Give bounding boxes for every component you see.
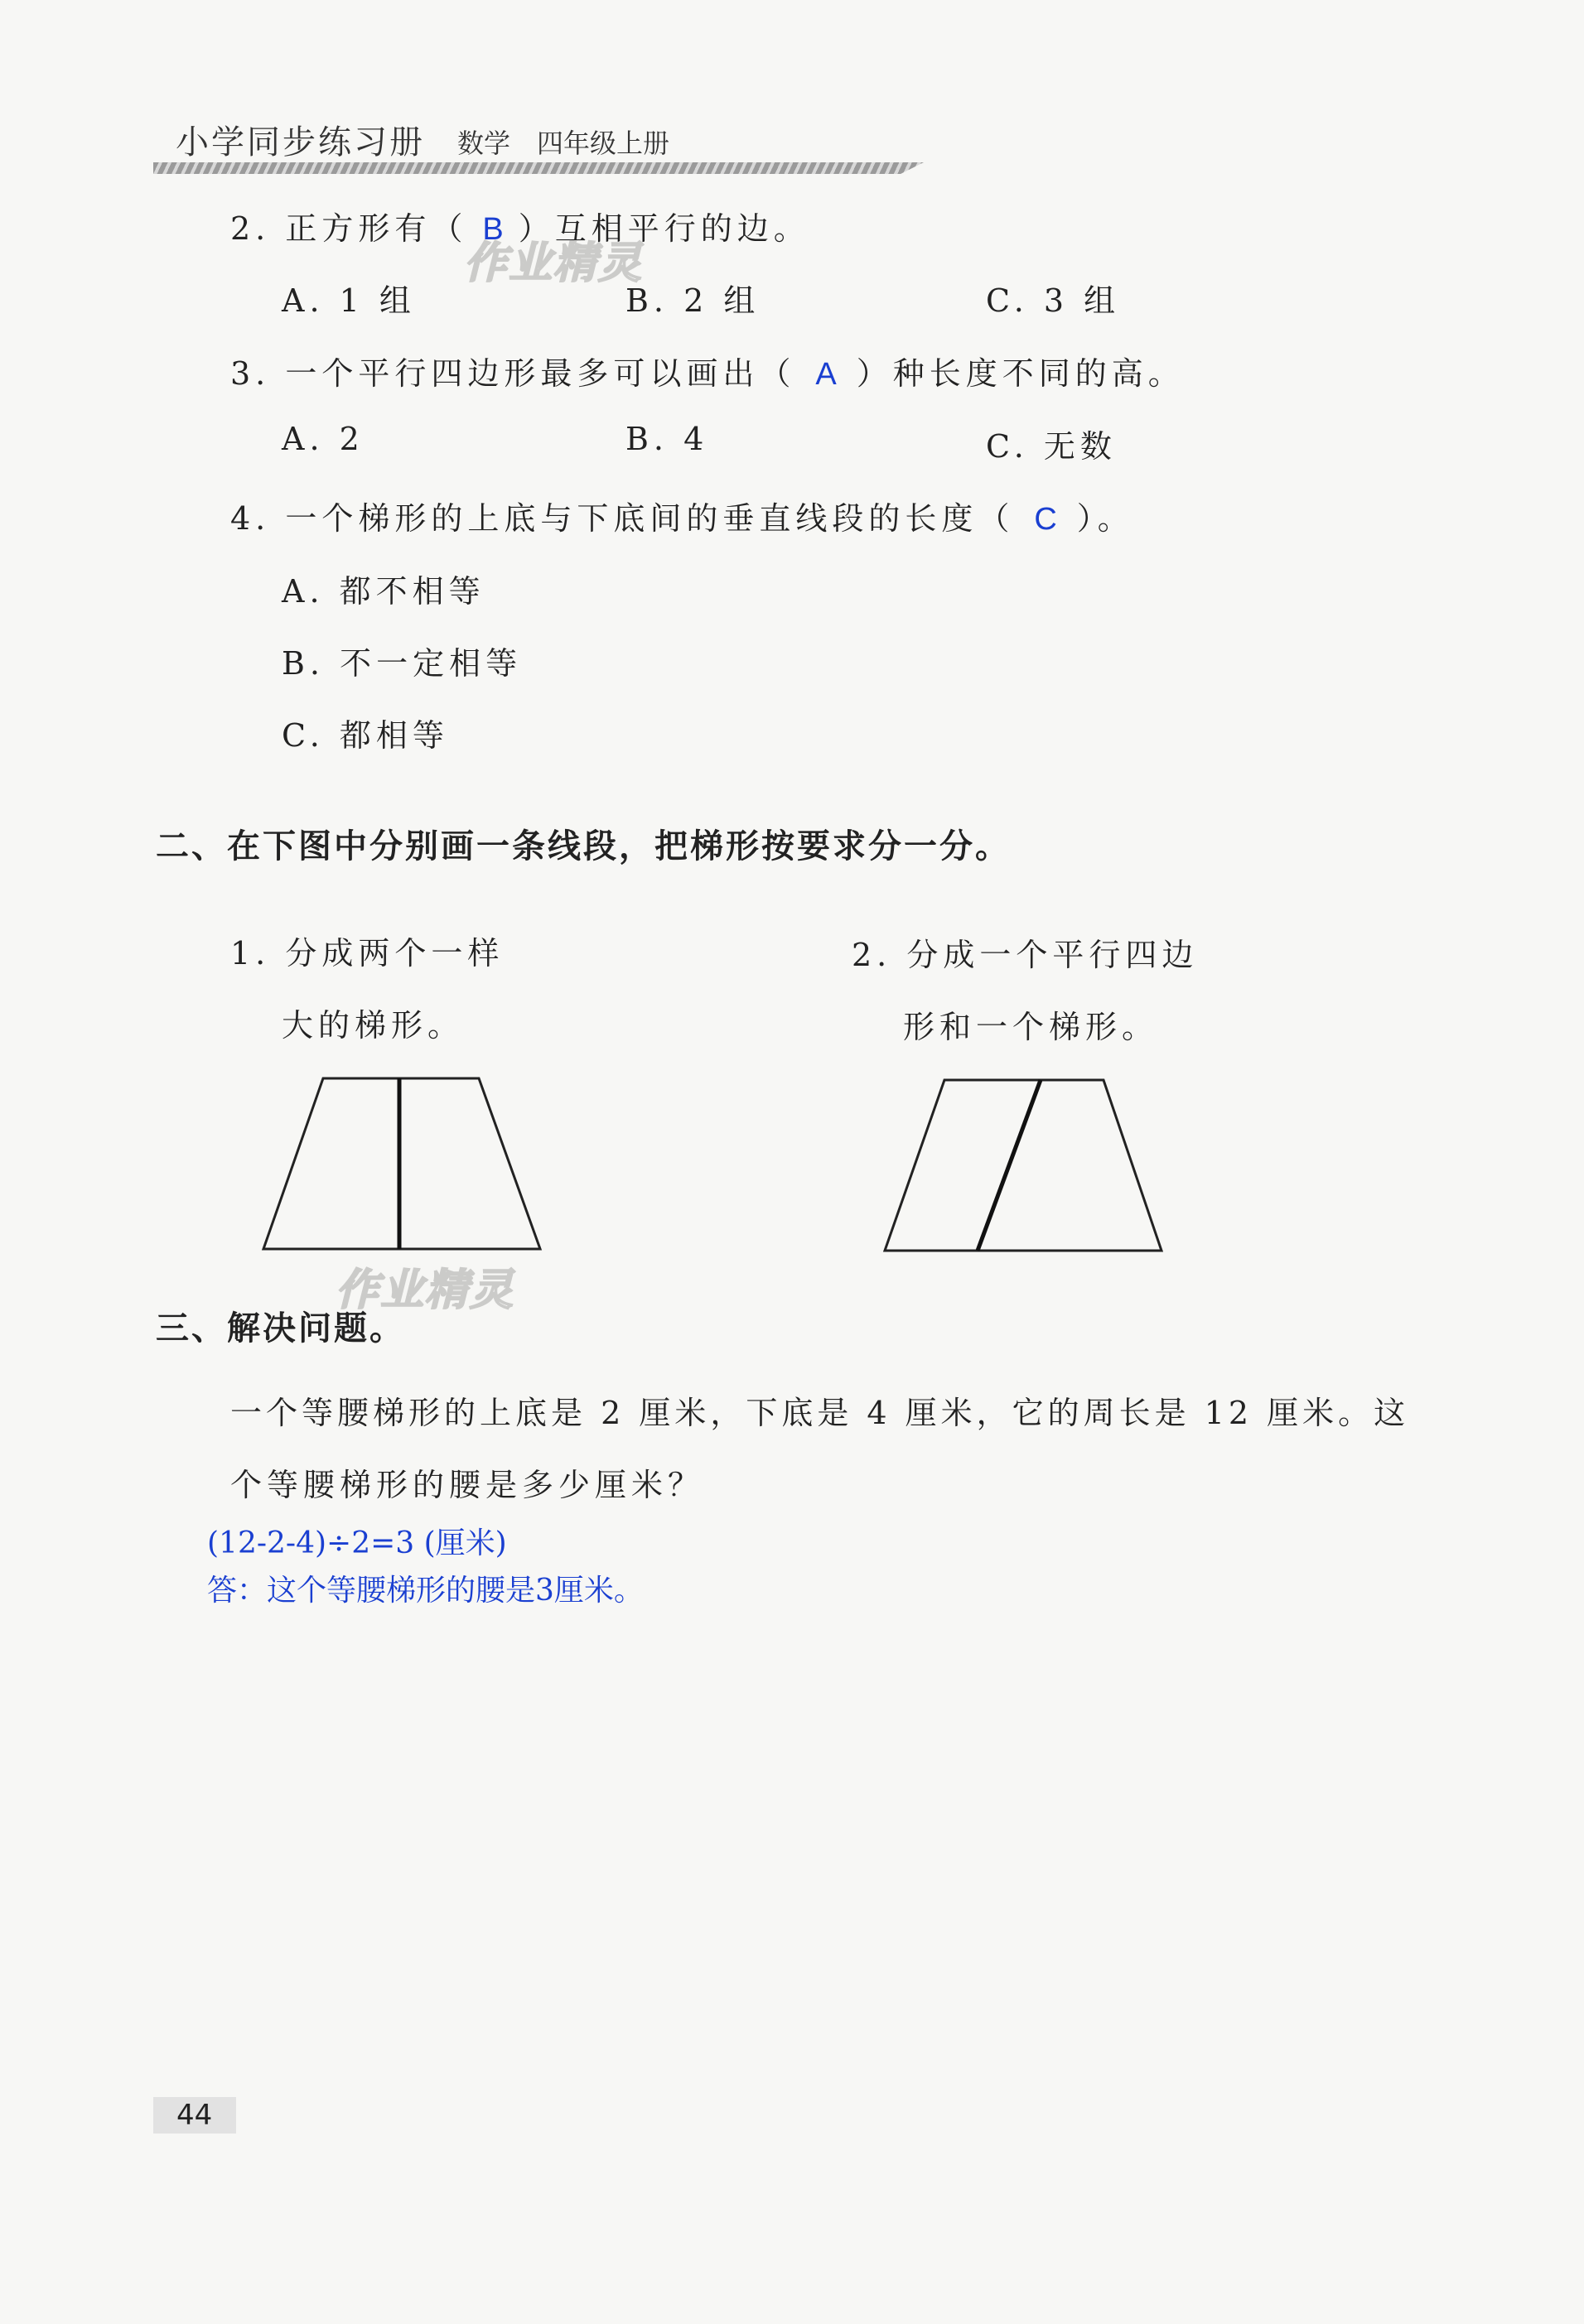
question-3-stem-start: 3. 一个平行四边形最多可以画出（ bbox=[230, 355, 796, 392]
trapezoid-2-outline bbox=[885, 1080, 1161, 1251]
question-3-answer: A bbox=[815, 357, 837, 392]
trapezoid-1-outline bbox=[263, 1078, 540, 1249]
question-3-option-c: C. 无数 bbox=[986, 428, 1117, 465]
section-2-item-1-line-1: 1. 分成两个一样 bbox=[230, 935, 505, 972]
question-4-option-a: A. 都不相等 bbox=[282, 573, 485, 610]
page-number-box bbox=[153, 2097, 236, 2134]
question-4-option-c: C. 都相等 bbox=[282, 717, 449, 754]
question-2-option-b: B. 2 组 bbox=[625, 282, 761, 319]
question-4-stem-end: ）。 bbox=[1076, 500, 1134, 537]
header-divider bbox=[153, 162, 924, 174]
question-3-stem-end: ）种长度不同的高。 bbox=[856, 355, 1185, 392]
trapezoid-figure-2 bbox=[878, 1070, 1176, 1261]
section-2-item-2-line-2: 形和一个梯形。 bbox=[903, 1009, 1159, 1045]
subject-label: 数学 bbox=[457, 128, 511, 159]
section-2-item-1-line-2: 大的梯形。 bbox=[282, 1007, 465, 1044]
section-3-title: 三、解决问题。 bbox=[156, 1309, 405, 1348]
solution-answer: 答：这个等腰梯形的腰是3厘米。 bbox=[207, 1574, 644, 1608]
trapezoid-figure-1 bbox=[257, 1068, 555, 1259]
question-3-option-b: B. 4 bbox=[625, 421, 709, 457]
solution-expression: (12-2-4)÷2=3 (厘米) bbox=[207, 1526, 507, 1560]
section-2-title: 二、在下图中分别画一条线段，把梯形按要求分一分。 bbox=[156, 827, 1011, 865]
book-title: 小学同步练习册 bbox=[176, 123, 425, 162]
question-3 bbox=[230, 348, 1185, 393]
question-4-option-b: B. 不一定相等 bbox=[282, 645, 523, 682]
grade-label: 四年级上册 bbox=[537, 128, 670, 159]
question-2-option-c: C. 3 组 bbox=[986, 282, 1121, 319]
watermark-middle: 作业精灵 bbox=[336, 1266, 515, 1315]
watermark-top: 作业精灵 bbox=[464, 239, 644, 288]
problem-text-line-2: 个等腰梯形的腰是多少厘米？ bbox=[230, 1467, 705, 1503]
trapezoid-2-dividing-line bbox=[978, 1080, 1041, 1251]
question-2-option-a: A. 1 组 bbox=[282, 282, 416, 319]
question-3-option-a: A. 2 bbox=[282, 421, 365, 457]
page-number: 44 bbox=[176, 2099, 213, 2132]
question-4-answer: C bbox=[1034, 502, 1057, 537]
question-4-stem-start: 4. 一个梯形的上底与下底间的垂直线段的长度（ bbox=[230, 500, 1015, 537]
question-2-stem-end: ）互相平行的边。 bbox=[518, 210, 810, 247]
question-2-answer: B bbox=[482, 212, 504, 247]
question-2-stem-start: 2. 正方形有（ bbox=[230, 210, 468, 247]
problem-text-line-1: 一个等腰梯形的上底是 2 厘米，下底是 4 厘米，它的周长是 12 厘米。这 bbox=[230, 1395, 1410, 1431]
section-2-item-2-line-1: 2. 分成一个平行四边 bbox=[852, 937, 1199, 973]
question-4 bbox=[230, 493, 1134, 538]
